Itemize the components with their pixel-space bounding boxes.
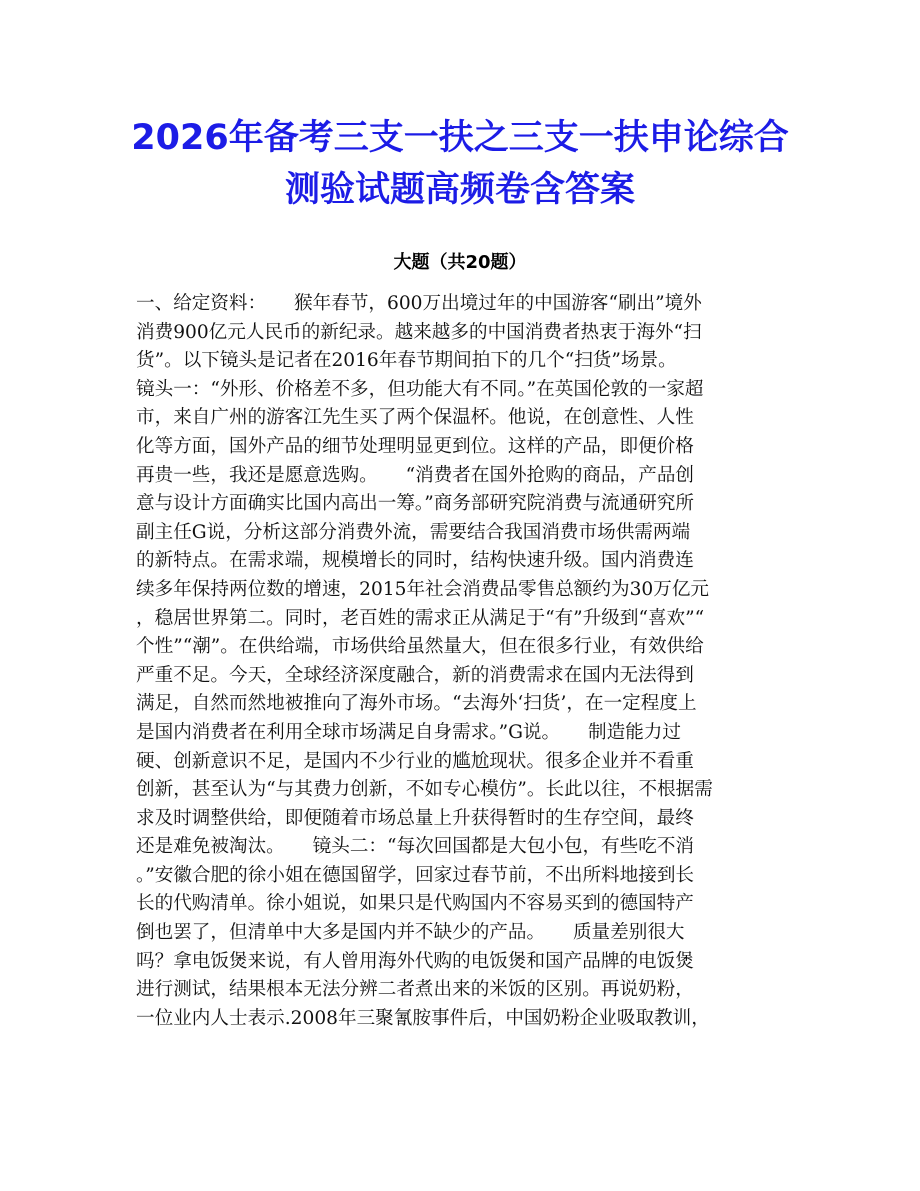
body-line: 货”。以下镜头是记者在2016年春节期间拍下的几个“扫货”场景。 (136, 350, 677, 372)
body-line: 意与设计方面确实比国内高出一筹。”商务部研究院消费与流通研究所 (136, 493, 695, 515)
body-line: 硬、创新意识不足，是国内不少行业的尴尬现状。很多企业并不看重 (136, 750, 694, 772)
body-text (136, 290, 788, 1033)
body-line: 镜头一：“外形、价格差不多，但功能大有不同。”在英国伦敦的一家超 (136, 378, 704, 400)
body-line: 个性”“潮”。在供给端，市场供给虽然量大，但在很多行业，有效供给 (136, 636, 704, 658)
body-line: 满足，自然而然地被推向了海外市场。“去海外‘扫货’，在一定程度上 (136, 693, 697, 715)
document-title: 2026年备考三支一扶之三支一扶申论综合测验试题高频卷含答案 (131, 118, 789, 210)
body-line: 进行测试，结果根本无法分辨二者煮出来的米饭的区别。再说奶粉， (136, 979, 694, 1001)
body-line: 一、给定资料： 猴年春节，600万出境过年的中国游客“刷出”境外 (136, 293, 702, 314)
body-line: 长的代购清单。徐小姐说，如果只是代购国内不容易买到的德国特产 (136, 893, 694, 915)
body-line: 严重不足。今天，全球经济深度融合，新的消费需求在国内无法得到 (136, 664, 694, 686)
body-line: 还是难免被淘汰。 镜头二：“每次回国都是大包小包，有些吃不消 (136, 836, 695, 858)
body-line: 吗？拿电饭煲来说，有人曾用海外代购的电饭煲和国产品牌的电饭煲 (136, 950, 694, 972)
body-line: 再贵一些，我还是愿意选购。 “消费者在国外抢购的商品，产品创 (136, 464, 695, 486)
section-heading: 大题（共20题） (393, 252, 527, 273)
body-line: ，稳居世界第二。同时，老百姓的需求正从满足于“有”升级到“喜欢”“ (136, 607, 705, 629)
body-line: 副主任G说，分析这部分消费外流，需要结合我国消费市场供需两端 (136, 521, 691, 543)
body-line: 消费900亿元人民币的新纪录。越来越多的中国消费者热衷于海外“扫 (136, 321, 702, 343)
body-line: 续多年保持两位数的增速，2015年社会消费品零售总额约为30万亿元 (136, 578, 710, 600)
body-line: 一位业内人士表示.2008年三聚氰胺事件后，中国奶粉企业吸取教训， (136, 1007, 710, 1029)
body-line: 化等方面，国外产品的细节处理明显更到位。这样的产品，即便价格 (136, 435, 694, 457)
body-line: 创新，甚至认为“与其费力创新，不如专心模仿”。长此以往，不根据需 (136, 779, 713, 801)
body-line: 是国内消费者在利用全球市场满足自身需求。”G说。 制造能力过 (136, 721, 681, 743)
body-line: 倒也罢了，但清单中大多是国内并不缺少的产品。 质量差别很大 (136, 922, 685, 944)
body-line: 的新特点。在需求端，规模增长的同时，结构快速升级。国内消费连 (136, 550, 694, 572)
body-line: 市，来自广州的游客江先生买了两个保温杯。他说，在创意性、人性 (136, 407, 694, 429)
body-line: 求及时调整供给，即便随着市场总量上升获得暂时的生存空间，最终 (136, 807, 694, 829)
body-line: 。”安徽合肥的徐小姐在德国留学，回家过春节前，不出所料地接到长 (136, 864, 695, 886)
